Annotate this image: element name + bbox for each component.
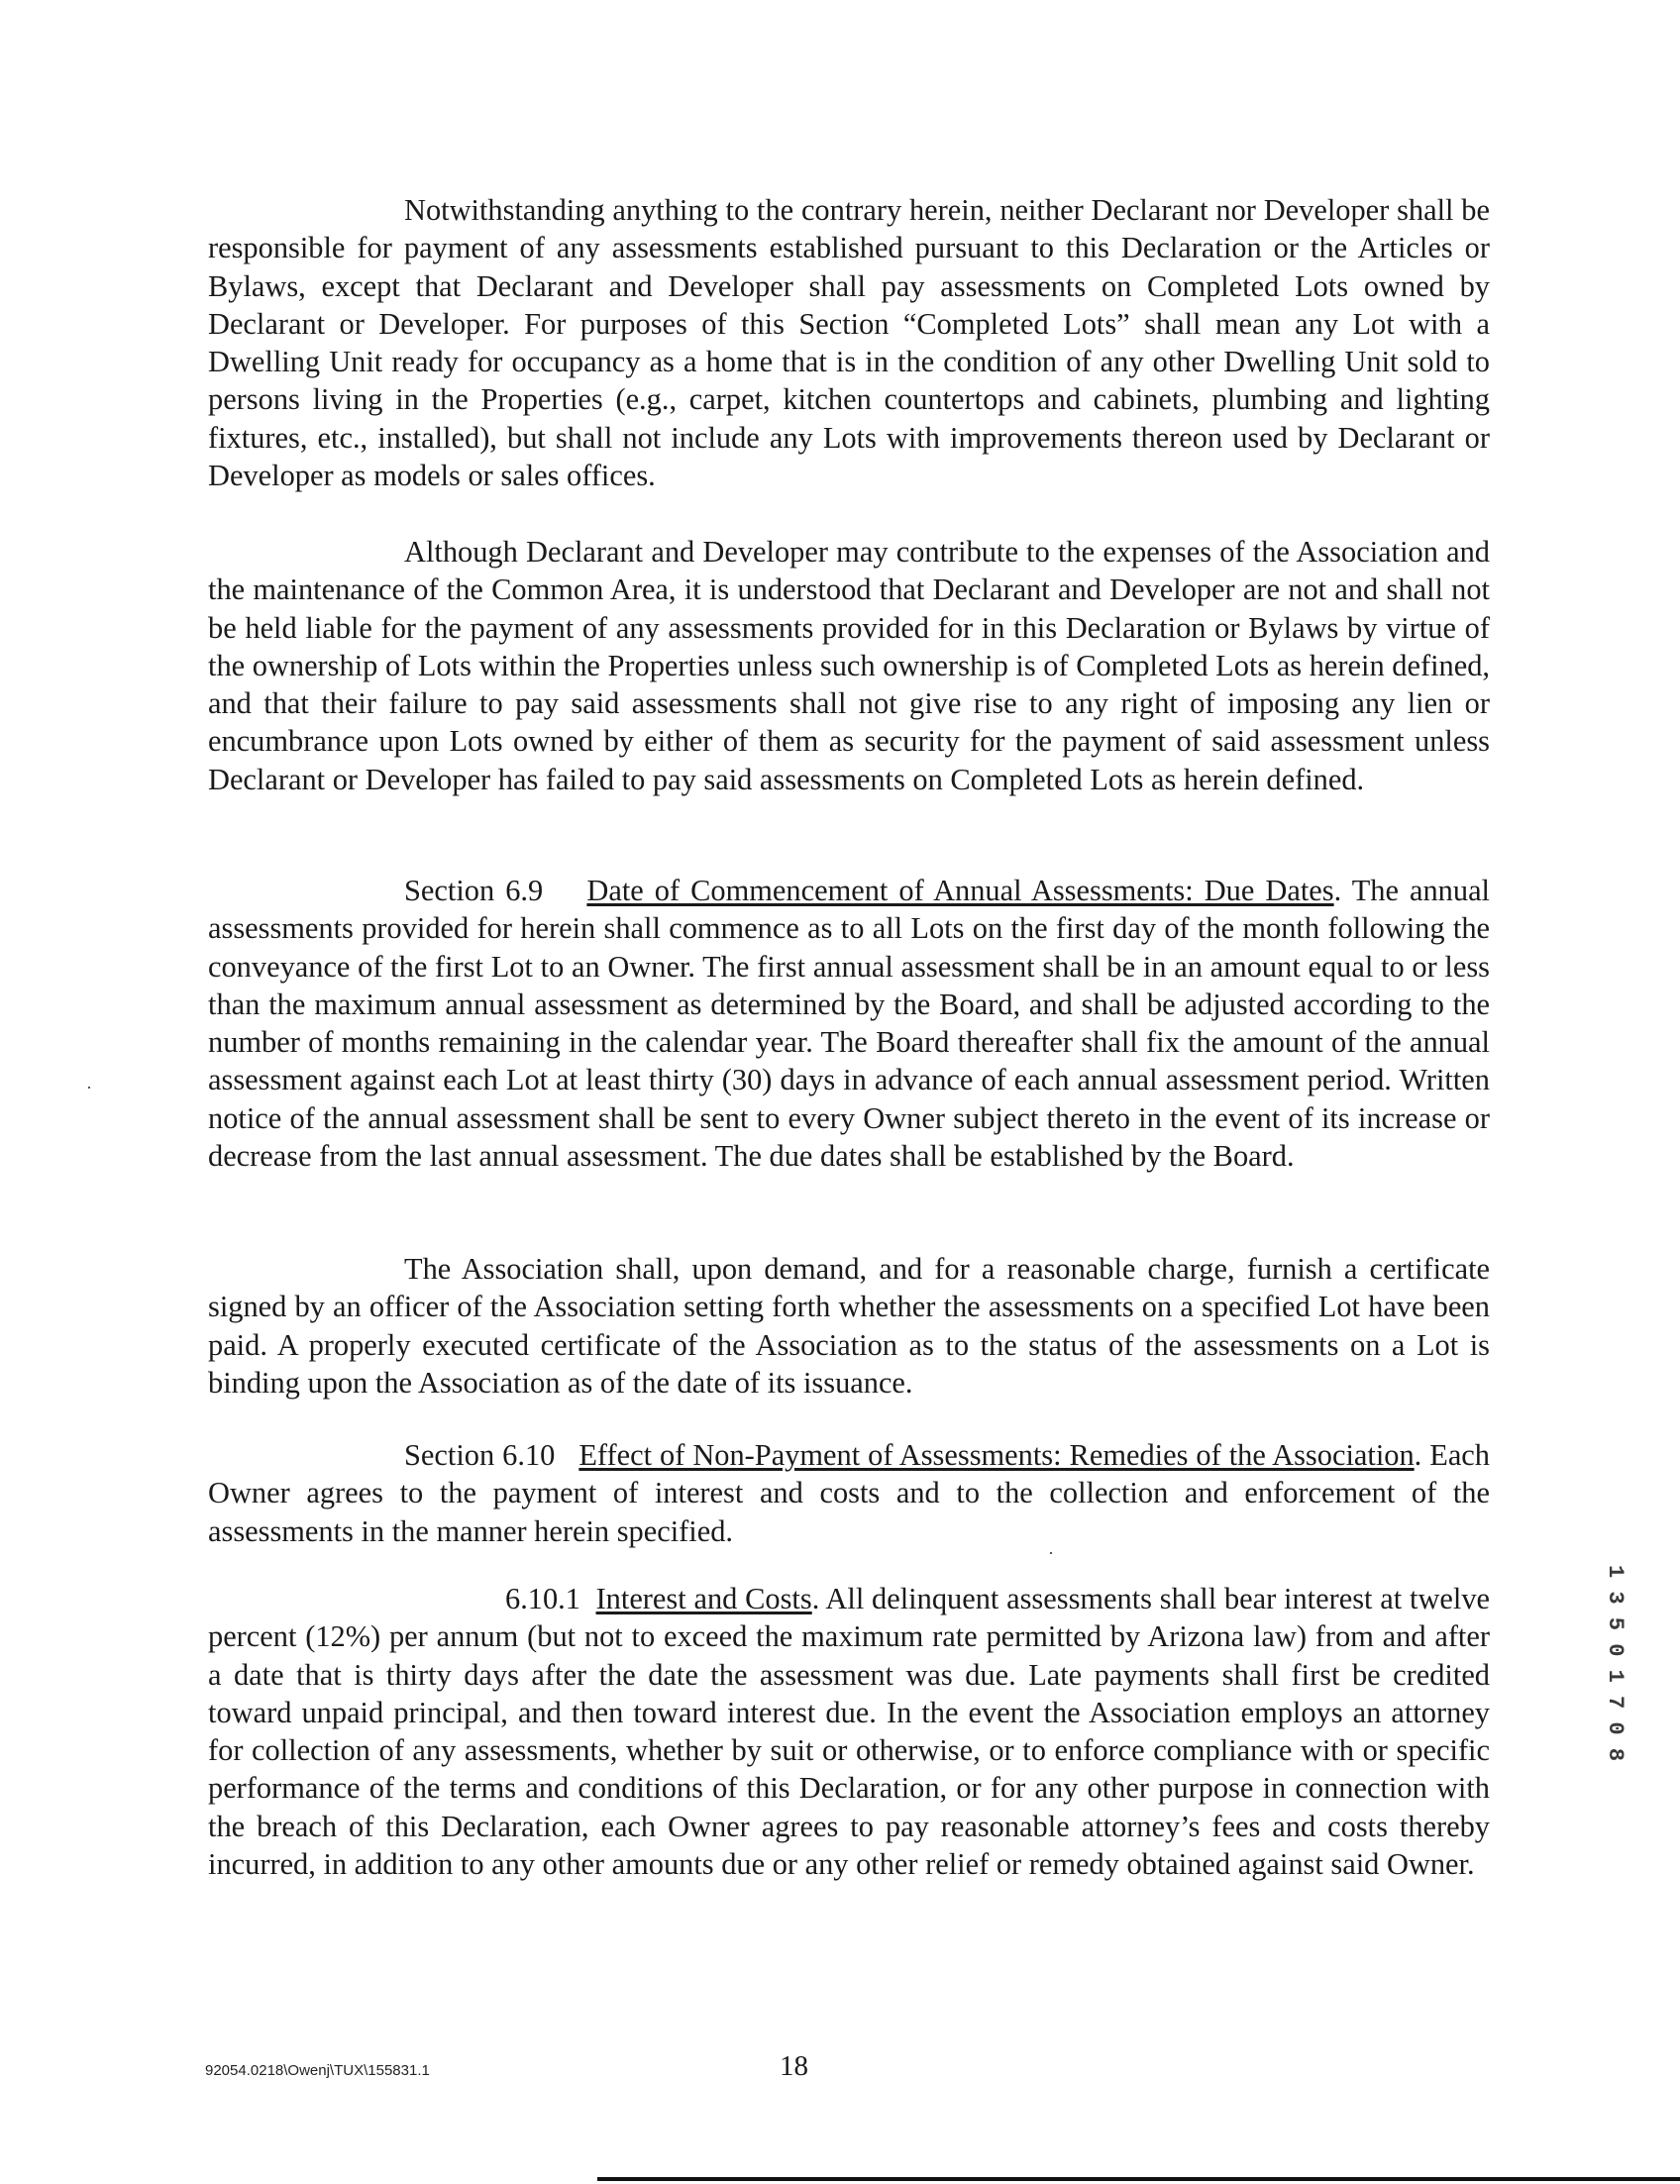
- scan-speck: [88, 1087, 90, 1089]
- section-6-10: [208, 1436, 1490, 1550]
- section-6-9-number: Section 6.9: [404, 874, 544, 907]
- paragraph-text: Notwithstanding anything to the contrary herein, neither Declarant nor Developer shall be responsible for payment of any assessments established pursuant to this Declaration or the Articles or Bylaws, except that Declarant and Developer shall pay assessments on Completed Lots owned by Declarant or Developer. For purposes of this Section “Completed Lots” shall mean any Lot with a Dwelling Unit ready for occupancy as a home that is in the condition of any other Dwelling Unit sold to persons living in the Properties (e.g., carpet, kitchen countertops and cabinets, plumbing and lighting fixtures, etc., installed), but shall not include any Lots with improvements thereon used by Declarant or Developer as models or sales offices.: [208, 193, 1490, 493]
- section-6-9-text: [208, 872, 1490, 1175]
- section-6-10-1-text: [208, 1580, 1490, 1883]
- margin-recording-stamp: 1 3 5 0 1 7 0 8: [1603, 1565, 1628, 1762]
- document-reference: 92054.0218\Owenj\TUX\155831.1: [205, 2062, 430, 2079]
- section-6-10-1: [208, 1580, 1490, 1883]
- section-6-10-text: [208, 1436, 1490, 1550]
- bottom-edge-rule: [597, 2177, 1680, 2181]
- section-6-10-heading: Effect of Non-Payment of Assessments: Remedies of the Association: [578, 1438, 1415, 1472]
- paragraph-text: Although Declarant and Developer may contribute to the expenses of the Association and the maintenance of the Common Area, it is understood that Declarant and Developer are not and shall not be held liable for the payment of any assessments provided for in this Declaration or Bylaws by virtue of the ownership of Lots within the Properties unless such ownership is of Completed Lots as herein defined, and that their failure to pay said assessments shall not give rise to any right of imposing any lien or encumbrance upon Lots owned by either of them as security for the payment of said assessment unless Declarant or Developer has failed to pay said assessments on Completed Lots as herein defined.: [208, 535, 1490, 796]
- scan-speck: [1050, 1552, 1052, 1554]
- section-6-10-1-body: . All delinquent assessments shall bear interest at twelve percent (12%) per annum (but not to exceed the maximum rate permitted by Arizona law) from and after a date that is thirty days after the date the assessment was due. Late payments shall first be credited toward unpaid principal, and then toward interest due. In the event the Association employs an attorney for collection of any assessments, whether by suit or otherwise, or to enforce compliance with or specific performance of the terms and conditions of this Declaration, or for any other purpose in connection with the breach of this Declaration, each Owner agrees to pay reasonable attorney’s fees and costs thereby incurred, in addition to any other amounts due or any other relief or remedy obtained against said Owner.: [208, 1582, 1491, 1882]
- section-6-9: [208, 872, 1490, 1175]
- page-number: 18: [780, 2050, 808, 2082]
- section-6-10-number: Section 6.10: [404, 1438, 556, 1472]
- section-6-10-1-heading: Interest and Costs: [595, 1582, 812, 1615]
- paragraph-text: The Association shall, upon demand, and for a reasonable charge, furnish a certificate signed by an officer of the Association setting forth whether the assessments on a specified Lot have been paid. A properly executed certificate of the Association as to the status of the assessments on a Lot is binding upon the Association as of the date of its issuance.: [208, 1252, 1490, 1400]
- section-6-10-body: . Each Owner agrees to the payment of interest and costs and to the collection and enforcement of the assessments in the manner herein specified.: [208, 1438, 1490, 1548]
- section-6-10-1-number: 6.10.1: [505, 1582, 580, 1615]
- paragraph-certificate: [208, 1250, 1490, 1402]
- paragraph-developer-liability: [208, 533, 1490, 798]
- paragraph-developer-exemption: [208, 191, 1490, 494]
- section-6-9-body: . The annual assessments provided for herein shall commence as to all Lots on the first day of the month following the conveyance of the first Lot to an Owner. The first annual assessment shall be in an amount equal to or less than the maximum annual assessment as determined by the Board, and shall be adjusted according to the number of months remaining in the calendar year. The Board thereafter shall fix the amount of the annual assessment against each Lot at least thirty (30) days in advance of each annual assessment period. Written notice of the annual assessment shall be sent to every Owner subject thereto in the event of its increase or decrease from the last annual assessment. The due dates shall be established by the Board.: [208, 874, 1491, 1174]
- section-6-9-heading: Date of Commencement of Annual Assessments: Due Dates: [586, 874, 1334, 907]
